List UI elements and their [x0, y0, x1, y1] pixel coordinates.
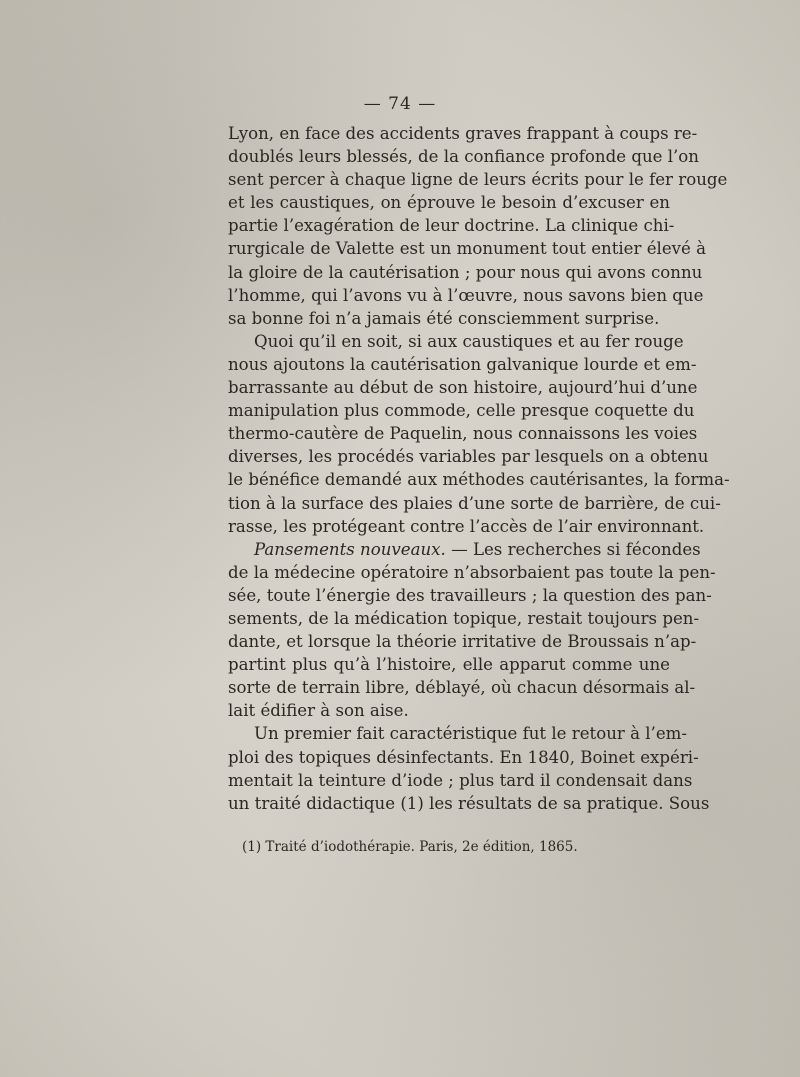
footnote: (1) Traité d’iodothérapie. Paris, 2e édition, 1865. — [242, 839, 578, 855]
text-line: Lyon, en face des accidents graves frappant à coups re- — [228, 124, 698, 143]
text-line: Quoi qu’il en soit, si aux caustiques et au fer rouge — [254, 331, 684, 351]
text-line: la gloire de la cautérisation ; pour nous qui avons connu — [228, 262, 703, 282]
page-number: — 74 — — [363, 94, 437, 114]
text-line: lait édifier à son aise. — [228, 701, 409, 721]
text-line: sorte de terrain libre, déblayé, où chacun désormais al- — [228, 678, 696, 698]
text-line: nous ajoutons la cautérisation galvanique lourde et em- — [228, 354, 697, 374]
text-line — [228, 538, 701, 561]
text-run: — Les recherches si fécondes — [445, 539, 701, 559]
text-line: de la médecine opératoire n’absorbaient pas toute la pen- — [228, 562, 716, 582]
text-line: doublés leurs blessés, de la confiance profonde que l’on — [228, 147, 699, 167]
text-line: manipulation plus commode, celle presque coquette du — [228, 401, 695, 421]
text-line: Un premier fait caractéristique fut le retour à l’em- — [254, 724, 687, 744]
text-line: sements, de la médication topique, restait toujours pen- — [228, 608, 700, 628]
text-line: sent percer à chaque ligne de leurs écrits pour le fer rouge — [228, 170, 728, 190]
text-line: rurgicale de Valette est un monument tout entier élevé à — [228, 239, 707, 259]
text-line: partie l’exagération de leur doctrine. La clinique chi- — [228, 216, 675, 236]
section-heading: Pansements nouveaux. — [254, 539, 446, 559]
text-line: rasse, les protégeant contre l’accès de l’air environnant. — [228, 516, 705, 536]
text-line: dante, et lorsque la théorie irritative de Broussais n’ap- — [228, 632, 697, 652]
text-line: un traité didactique (1) les résultats de sa pratique. Sous — [228, 793, 710, 813]
body-text — [228, 122, 730, 815]
text-line: thermo-cautère de Paquelin, nous connaissons les voies — [228, 424, 698, 444]
text-line: barrassante au début de son histoire, aujourd’hui d’une — [228, 378, 698, 398]
text-line: mentait la teinture d’iode ; plus tard il condensait dans — [228, 770, 693, 790]
text-line: diverses, les procédés variables par lesquels on a obtenu — [228, 447, 709, 467]
text-line: ploi des topiques désinfectants. En 1840, Boinet expéri- — [228, 747, 699, 767]
text-line: sa bonne foi n’a jamais été consciemment surprise. — [228, 308, 660, 328]
text-line: tion à la surface des plaies d’une sorte de barrière, de cui- — [228, 493, 721, 513]
text-line: et les caustiques, on éprouve le besoin d’excuser en — [228, 193, 670, 213]
text-line: partint plus qu’à l’histoire, elle apparut comme une — [228, 655, 670, 675]
text-line: l’homme, qui l’avons vu à l’œuvre, nous savons bien que — [228, 285, 704, 305]
text-line: le bénéfice demandé aux méthodes cautérisantes, la forma- — [228, 470, 730, 490]
text-line: sée, toute l’énergie des travailleurs ; la question des pan- — [228, 585, 712, 605]
